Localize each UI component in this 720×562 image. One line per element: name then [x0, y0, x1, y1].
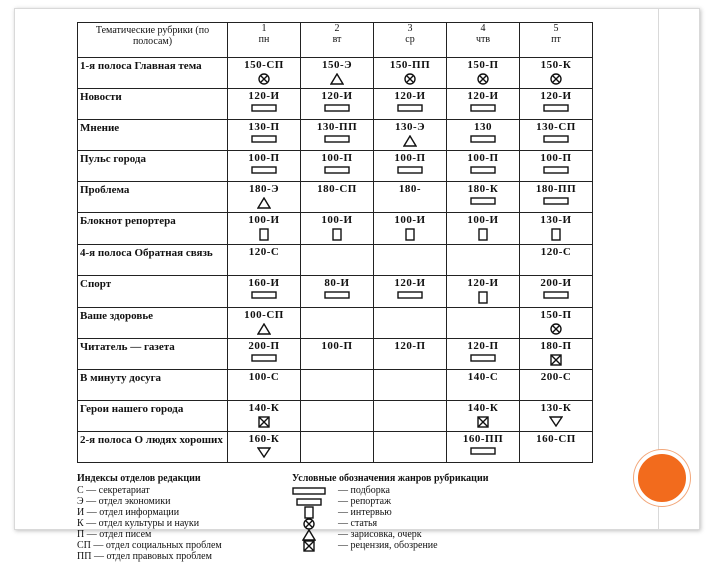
schedule-cell — [520, 89, 593, 120]
material-code: 180-П — [540, 340, 572, 352]
schedule-cell — [447, 151, 520, 182]
rubric-name: 2-я полоса О людях хороших — [78, 432, 228, 463]
schedule-cell — [301, 276, 374, 308]
wide-rect-icon — [251, 166, 277, 177]
genre-legend-title: Условные обозначения жанров рубрикации — [292, 473, 489, 484]
schedule-cell — [301, 339, 374, 370]
wide-rect-icon — [324, 104, 350, 115]
tall-rect-icon — [405, 228, 415, 244]
material-code: 120-И — [467, 277, 499, 289]
genre-legend-item — [292, 540, 592, 551]
schedule-cell — [520, 213, 593, 245]
material-code: 100-И — [248, 214, 280, 226]
material-code: 180-Э — [248, 183, 280, 195]
material-code: 130-Э — [394, 121, 426, 133]
box-x-icon — [292, 540, 326, 552]
box-x-icon — [550, 354, 562, 369]
circle-x-icon — [258, 73, 270, 88]
schedule-cell — [374, 339, 447, 370]
material-code: 120-И — [540, 90, 572, 102]
schedule-cell — [228, 245, 301, 276]
material-code: 140-С — [467, 371, 499, 383]
schedule-cell — [228, 401, 301, 432]
schedule-cell — [520, 339, 593, 370]
rubric-name: 1-я полоса Главная тема — [78, 58, 228, 89]
table-row — [78, 89, 593, 120]
schedule-cell — [374, 308, 447, 339]
day-number: 5 — [553, 23, 559, 34]
day-abbr: вт — [332, 34, 342, 45]
material-code: 80-И — [324, 277, 350, 289]
tall-rect-icon — [332, 228, 342, 244]
schedule-cell — [228, 182, 301, 213]
table-row — [78, 401, 593, 432]
schedule-cell — [374, 58, 447, 89]
material-code: 100-П — [321, 152, 353, 164]
schedule-cell — [301, 182, 374, 213]
header-rubric-cell: Тематические рубрики (по полосам) — [78, 23, 228, 58]
wide-rect-icon — [543, 166, 569, 177]
schedule-cell — [374, 401, 447, 432]
material-code: 130 — [474, 121, 492, 133]
genre-legend-label: — интервью — [338, 507, 392, 518]
schedule-cell — [374, 120, 447, 151]
material-code: 150-П — [540, 309, 572, 321]
schedule-cell — [374, 432, 447, 463]
genre-legend — [292, 473, 592, 562]
triangle-icon — [257, 197, 271, 212]
rubric-name: В минуту досуга — [78, 370, 228, 401]
material-code: 100-П — [394, 152, 426, 164]
wide-rect-icon — [251, 135, 277, 146]
tall-rect-icon — [478, 291, 488, 307]
schedule-cell — [447, 89, 520, 120]
triangle-icon — [257, 323, 271, 338]
wide-rect-icon — [324, 291, 350, 302]
schedule-cell — [228, 89, 301, 120]
material-code: 160-СП — [536, 433, 576, 445]
table-row — [78, 276, 593, 308]
schedule-cell — [374, 151, 447, 182]
wide-rect-icon — [397, 166, 423, 177]
schedule-cell — [520, 432, 593, 463]
wide-rect-icon — [543, 197, 569, 208]
tall-rect-icon — [259, 228, 269, 244]
material-code: 150-Э — [321, 59, 353, 71]
wide-rect-icon — [397, 104, 423, 115]
material-code: 120-И — [248, 90, 280, 102]
header-day-cell — [520, 23, 593, 58]
schedule-cell — [447, 276, 520, 308]
inverted-triangle-icon — [549, 416, 563, 430]
table-row — [78, 339, 593, 370]
day-number: 2 — [334, 23, 340, 34]
genre-legend-item — [292, 518, 592, 529]
day-abbr: ср — [405, 34, 415, 45]
genre-legend-item — [292, 529, 592, 540]
rubric-name: Пульс города — [78, 151, 228, 182]
material-code: 120-И — [394, 90, 426, 102]
schedule-cell — [301, 370, 374, 401]
wide-rect-icon — [470, 447, 496, 458]
material-code: 180-ПП — [535, 183, 577, 195]
schedule-cell — [447, 339, 520, 370]
material-code: 140-К — [467, 402, 499, 414]
wide-rect-icon — [324, 166, 350, 177]
rubric-name: Герои нашего города — [78, 401, 228, 432]
department-legend-item: К — отдел культуры и науки — [77, 518, 200, 529]
material-code: 120-П — [394, 340, 426, 352]
genre-legend-item — [292, 507, 592, 518]
material-code: 120-С — [540, 246, 572, 258]
header-day-cell — [447, 23, 520, 58]
schedule-cell — [374, 182, 447, 213]
table-row — [78, 182, 593, 213]
table-row — [78, 370, 593, 401]
material-code: 120-И — [467, 90, 499, 102]
material-code: 150-К — [540, 59, 572, 71]
rubric-schedule-table — [77, 22, 593, 463]
table-row — [78, 58, 593, 89]
schedule-cell — [228, 213, 301, 245]
schedule-cell — [228, 432, 301, 463]
wide-rect-icon — [470, 197, 496, 208]
schedule-cell — [301, 213, 374, 245]
schedule-cell — [374, 89, 447, 120]
scanned-document — [77, 22, 592, 562]
day-abbr: пн — [258, 34, 270, 45]
schedule-cell — [301, 120, 374, 151]
rubric-name: Ваше здоровье — [78, 308, 228, 339]
rubric-name: Мнение — [78, 120, 228, 151]
rubric-name: Спорт — [78, 276, 228, 308]
department-legend-item: И — отдел информации — [77, 507, 180, 518]
table-row — [78, 151, 593, 182]
orange-circle-decoration — [634, 450, 690, 506]
circle-x-icon — [550, 73, 562, 88]
material-code: 160-ПП — [462, 433, 504, 445]
rubric-name: Новости — [78, 89, 228, 120]
schedule-cell — [228, 339, 301, 370]
material-code: 100-И — [321, 214, 353, 226]
schedule-cell — [374, 213, 447, 245]
table-row — [78, 245, 593, 276]
wide-rect-icon — [397, 291, 423, 302]
schedule-cell — [520, 182, 593, 213]
day-abbr: пт — [551, 34, 561, 45]
material-code: 100-П — [321, 340, 353, 352]
schedule-cell — [374, 276, 447, 308]
header-day-cell — [228, 23, 301, 58]
material-code: 160-К — [248, 433, 280, 445]
genre-legend-label: — статья — [338, 518, 378, 529]
material-code: 100-П — [540, 152, 572, 164]
genre-legend-item — [292, 485, 592, 496]
material-code: 200-И — [540, 277, 572, 289]
triangle-icon — [403, 135, 417, 150]
material-code: 160-И — [248, 277, 280, 289]
material-code: 100-П — [467, 152, 499, 164]
schedule-cell — [447, 213, 520, 245]
schedule-cell — [228, 58, 301, 89]
box-x-icon — [477, 416, 489, 431]
schedule-cell — [520, 401, 593, 432]
wide-rect-icon — [251, 291, 277, 302]
table-row — [78, 432, 593, 463]
day-abbr: чтв — [475, 34, 491, 45]
rubric-name: Блокнот репортера — [78, 213, 228, 245]
wide-rect-icon — [251, 354, 277, 365]
inverted-triangle-icon — [257, 447, 271, 461]
material-code: 130-СП — [536, 121, 576, 133]
department-legend-item: С — секретариат — [77, 485, 150, 496]
tall-rect-icon — [551, 228, 561, 244]
schedule-cell — [520, 370, 593, 401]
table-row — [78, 308, 593, 339]
material-code: 120-П — [467, 340, 499, 352]
material-code: 130-П — [248, 121, 280, 133]
wide-rect-icon — [543, 104, 569, 115]
schedule-cell — [228, 308, 301, 339]
day-number: 1 — [261, 23, 267, 34]
header-day-cell — [301, 23, 374, 58]
schedule-cell — [520, 276, 593, 308]
wide-rect-icon — [324, 135, 350, 146]
material-code: 130-ПП — [316, 121, 358, 133]
schedule-cell — [228, 120, 301, 151]
material-code: 100-И — [394, 214, 426, 226]
department-legend-title: Индексы отделов редакции — [77, 473, 201, 484]
material-code: 100-П — [248, 152, 280, 164]
material-code: 140-К — [248, 402, 280, 414]
schedule-cell — [447, 308, 520, 339]
material-code: 100-И — [467, 214, 499, 226]
schedule-cell — [301, 245, 374, 276]
material-code: 120-И — [321, 90, 353, 102]
wide-rect-icon — [470, 166, 496, 177]
material-code: 180-К — [467, 183, 499, 195]
material-code: 100-С — [248, 371, 280, 383]
material-code: 120-С — [248, 246, 280, 258]
rubric-name: Читатель — газета — [78, 339, 228, 370]
material-code: 200-П — [248, 340, 280, 352]
wide-rect-icon — [543, 135, 569, 146]
material-code: 120-И — [394, 277, 426, 289]
material-code: 150-ПП — [389, 59, 431, 71]
schedule-cell — [301, 151, 374, 182]
table-row — [78, 213, 593, 245]
tall-rect-icon — [478, 228, 488, 244]
schedule-cell — [447, 120, 520, 151]
genre-legend-item — [292, 496, 592, 507]
rubric-name: 4-я полоса Обратная связь — [78, 245, 228, 276]
header-day-cell — [374, 23, 447, 58]
schedule-cell — [520, 151, 593, 182]
circle-x-icon — [550, 323, 562, 338]
schedule-cell — [447, 182, 520, 213]
schedule-cell — [301, 308, 374, 339]
schedule-cell — [301, 432, 374, 463]
material-code: 130-И — [540, 214, 572, 226]
department-legend-item: СП — отдел социальных проблем — [77, 540, 222, 551]
long-rect-icon — [292, 487, 326, 495]
schedule-cell — [520, 245, 593, 276]
schedule-cell — [228, 276, 301, 308]
schedule-cell — [447, 432, 520, 463]
department-legend-item: П — отдел писем — [77, 529, 152, 540]
wide-rect-icon — [251, 104, 277, 115]
wide-rect-icon — [292, 498, 326, 506]
schedule-cell — [447, 401, 520, 432]
department-legend — [77, 473, 292, 562]
schedule-cell — [447, 58, 520, 89]
schedule-cell — [447, 245, 520, 276]
wide-rect-icon — [470, 104, 496, 115]
material-code: 130-К — [540, 402, 572, 414]
material-code: 150-П — [467, 59, 499, 71]
box-x-icon — [258, 416, 270, 431]
wide-rect-icon — [543, 291, 569, 302]
circle-x-icon — [404, 73, 416, 88]
schedule-cell — [301, 401, 374, 432]
material-code: 200-С — [540, 371, 572, 383]
schedule-cell — [301, 58, 374, 89]
material-code: 100-СП — [244, 309, 284, 321]
rubric-name: Проблема — [78, 182, 228, 213]
schedule-cell — [228, 151, 301, 182]
triangle-icon — [330, 73, 344, 88]
genre-legend-label: — репортаж — [338, 496, 391, 507]
material-code: 180-СП — [317, 183, 357, 195]
department-legend-item: ПП — отдел правовых проблем — [77, 551, 212, 562]
schedule-cell — [447, 370, 520, 401]
material-code: 180- — [398, 183, 422, 195]
genre-legend-label: — зарисовка, очерк — [338, 529, 422, 540]
day-number: 4 — [480, 23, 486, 34]
schedule-cell — [228, 370, 301, 401]
schedule-cell — [520, 58, 593, 89]
table-row — [78, 120, 593, 151]
schedule-cell — [301, 89, 374, 120]
genre-legend-label: — рецензия, обозрение — [338, 540, 438, 551]
genre-legend-label: — подборка — [338, 485, 390, 496]
table-header-row — [78, 23, 593, 58]
legend — [77, 473, 592, 562]
schedule-cell — [520, 120, 593, 151]
wide-rect-icon — [470, 135, 496, 146]
material-code: 150-СП — [244, 59, 284, 71]
department-legend-item: Э — отдел экономики — [77, 496, 171, 507]
schedule-cell — [520, 308, 593, 339]
schedule-cell — [374, 370, 447, 401]
wide-rect-icon — [470, 354, 496, 365]
circle-x-icon — [477, 73, 489, 88]
schedule-cell — [374, 245, 447, 276]
day-number: 3 — [407, 23, 413, 34]
